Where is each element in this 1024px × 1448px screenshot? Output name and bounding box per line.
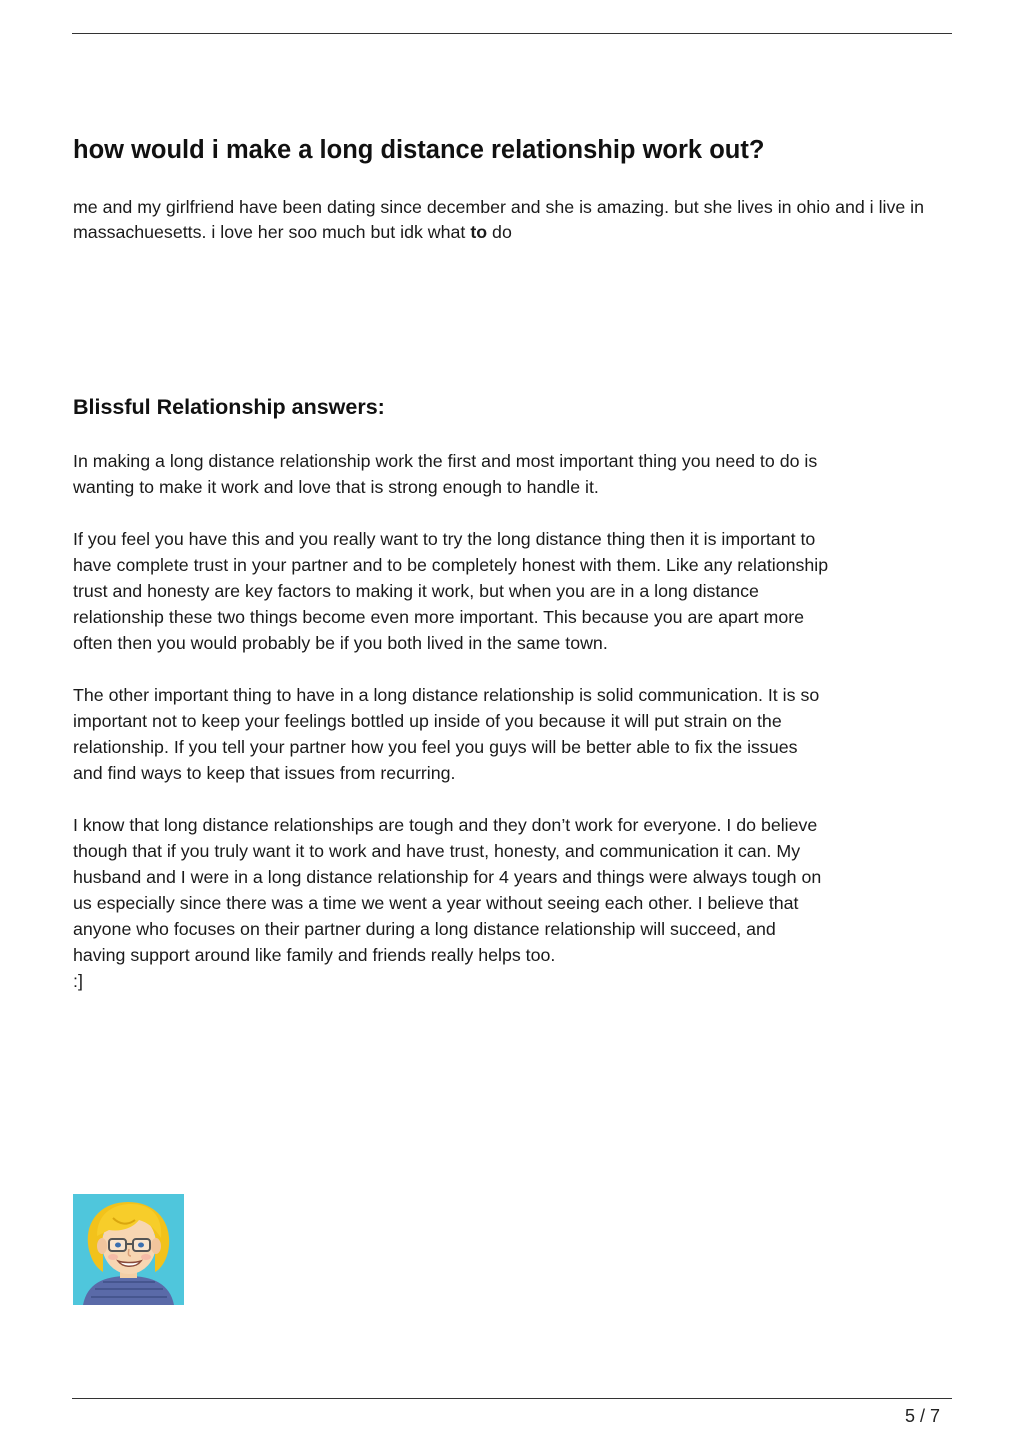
answer-line: us especially since there was a time we went a year without seeing each other. I believe that: [73, 893, 799, 913]
question-body: [73, 195, 953, 244]
answer-line: have complete trust in your partner and to be completely honest with them. Like any relationship: [73, 555, 829, 575]
answer-line: often then you would probably be if you both lived in the same town.: [73, 633, 608, 653]
cartoon-avatar-icon: [73, 1194, 184, 1305]
answer-paragraph: [73, 526, 963, 656]
answer-paragraph: [73, 812, 963, 994]
answer-line: and find ways to keep that issues from recurring.: [73, 763, 456, 783]
question-body-end: do: [487, 221, 512, 242]
answer-line: The other important thing to have in a long distance relationship is solid communication. It is so: [73, 685, 820, 705]
answer-line: anyone who focuses on their partner during a long distance relationship will succeed, and: [73, 919, 776, 939]
answer-line: I know that long distance relationships are tough and they don’t work for everyone. I do believe: [73, 815, 818, 835]
answer-line: relationship these two things become even more important. This because you are apart more: [73, 607, 805, 627]
answer-line: If you feel you have this and you really want to try the long distance thing then it is important to: [73, 529, 816, 549]
question-body-emphasis: to: [470, 221, 488, 242]
footer-divider: [72, 1398, 952, 1399]
answer-line: relationship. If you tell your partner how you feel you guys will be better able to fix the issues: [73, 737, 798, 757]
answer-line: wanting to make it work and love that is strong enough to handle it.: [73, 477, 599, 497]
answer-line: important not to keep your feelings bottled up inside of you because it will put strain on the: [73, 711, 782, 731]
answer-line: though that if you truly want it to work and have trust, honesty, and communication it can. My: [73, 841, 801, 861]
answer-signoff: :]: [73, 971, 83, 991]
answer-body: [73, 448, 963, 994]
answer-line: husband and I were in a long distance relationship for 4 years and things were always tough on: [73, 867, 822, 887]
answer-paragraph: [73, 682, 963, 786]
answer-paragraph: [73, 448, 963, 500]
page-number: 5 / 7: [904, 1406, 940, 1426]
answer-line: trust and honesty are key factors to making it work, but when you are in a long distance: [73, 581, 759, 601]
question-title: how would i make a long distance relationship work out?: [73, 136, 765, 164]
answer-line: In making a long distance relationship work the first and most important thing you need to do is: [73, 451, 818, 471]
answers-heading: Blissful Relationship answers:: [73, 395, 385, 419]
header-divider: [72, 33, 952, 34]
question-body-text: me and my girlfriend have been dating since december and she is amazing. but she lives in ohio and i live in massachuesetts. i love her soo much but idk what: [73, 197, 925, 242]
answer-line: having support around like family and friends really helps too.: [73, 945, 556, 965]
